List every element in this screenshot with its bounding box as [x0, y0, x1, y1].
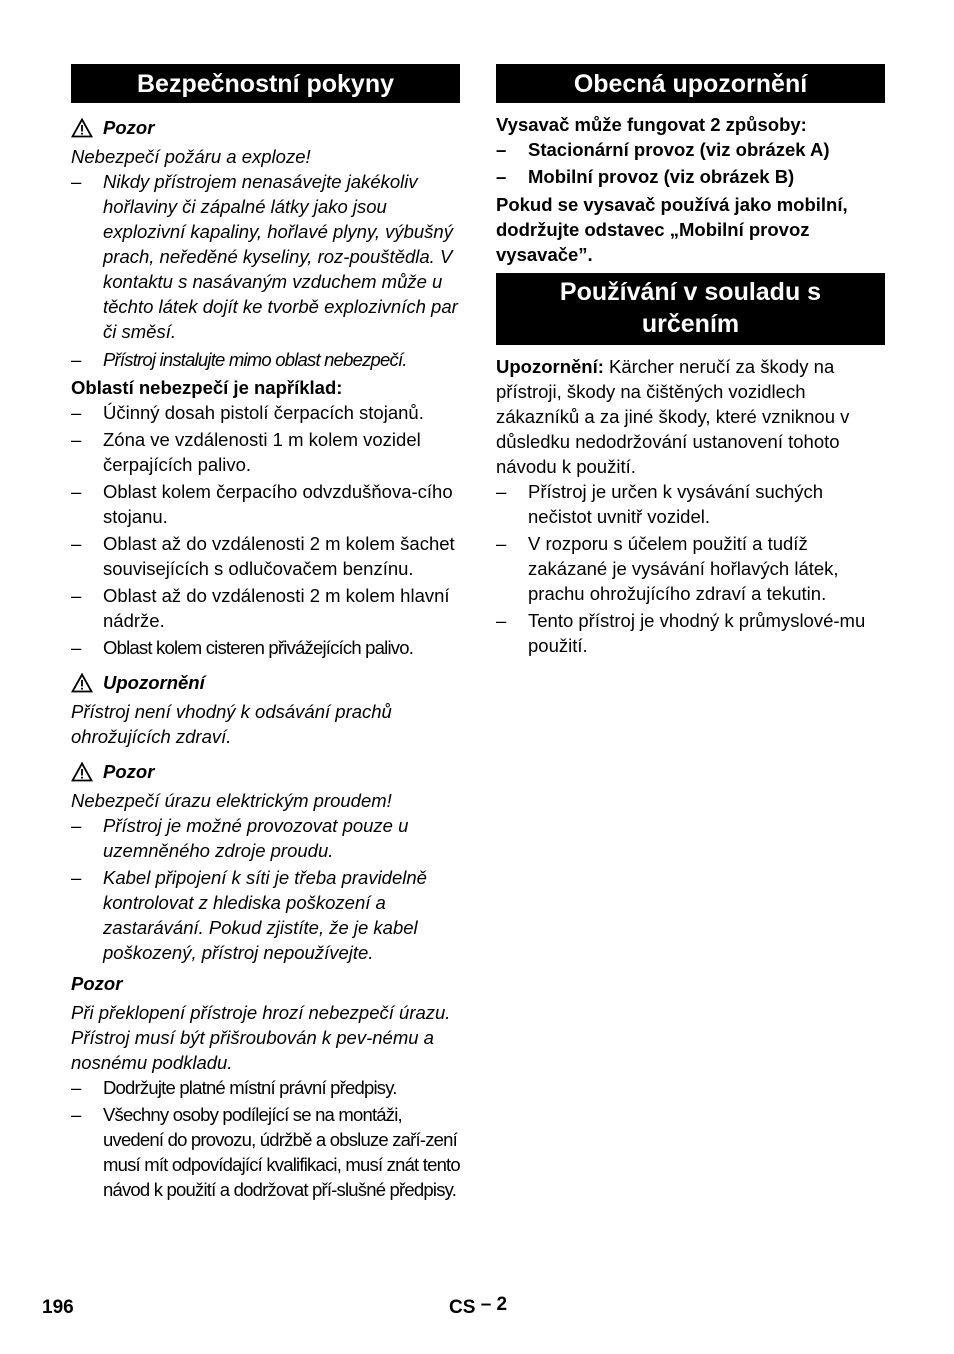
list-item: – Kabel připojení k síti je třeba pravidelně kontrolovat z hlediska poškození a zastarávání. Pokud zjistíte, že je kabel poškozený, přístroj nepoužívejte. — [71, 867, 427, 963]
list-item: – Oblast kolem čerpacího odvzdušňova-cího stojanu. — [71, 481, 453, 527]
mobile-note: Pokud se vysavač používá jako mobilní, dodržujte odstavec „Mobilní provoz vysavače”. — [496, 194, 848, 265]
list-item: – Zóna ve vzdálenosti 1 m kolem vozidel čerpajících palivo. — [71, 429, 421, 475]
heading-line: Používání v souladu s — [559, 278, 822, 306]
warning-heading-dust — [71, 670, 460, 695]
right-column — [496, 64, 885, 658]
warning-title: Pozor — [103, 117, 155, 138]
left-column — [71, 64, 460, 1202]
modes-title: Vysavač může fungovat 2 způsoby: — [496, 114, 807, 135]
warning-heading-electric — [71, 759, 460, 784]
heading-line: určením — [641, 310, 740, 338]
section-heading-general: Obecná upozornění — [496, 64, 885, 103]
list-item: – Oblast až do vzdálenosti 2 m kolem hlavní nádrže. — [71, 585, 450, 631]
page-number: 196 — [42, 1297, 74, 1318]
notice-text: Kärcher neručí za škody na přístroji, škody na čištěných vozidlech zákazníků a za jiné škody, které vzniknou v důsledku nedodržování ustanovení tohoto návodu k použití. — [496, 356, 850, 477]
notice-label: Upozornění: — [496, 356, 604, 377]
section-number: – 2 — [480, 1294, 508, 1315]
footer-section-label — [449, 1294, 508, 1319]
list-item: – Účinný dosah pistolí čerpacích stojanů. — [71, 402, 424, 423]
list-item: – Přístroj instalujte mimo oblast nebezpečí. — [71, 349, 407, 370]
list-item: – Mobilní provoz (viz obrázek B) — [496, 166, 795, 187]
list-item: – Nikdy přístrojem nenasávejte jakékoliv hořlaviny či zápalné látky jako jsou explozivní kapaliny, hořlavé plyny, výbušný prach, neředěné kyseliny, roz-pouštědla. V kontaktu s nasávaným vzduchem může u těchto látek dojít ke tvorbě explozivních par či směsí. — [71, 171, 458, 342]
warning-title: Upozornění — [103, 672, 205, 693]
warning-intro: Nebezpečí úrazu elektrickým proudem! — [71, 790, 392, 811]
warning-triangle-icon — [71, 762, 93, 782]
list-item: – Oblast kolem cisteren přivážejících palivo. — [71, 637, 414, 658]
list-item: – Oblast až do vzdálenosti 2 m kolem šachet souvisejících s odlučovačem benzínu. — [71, 533, 455, 579]
list-item: – Tento přístroj je vhodný k průmyslové-mu použití. — [496, 610, 866, 656]
warning-intro: Nebezpečí požáru a exploze! — [71, 146, 311, 167]
warning-text: Při překlopení přístroje hrozí nebezpečí úrazu. Přístroj musí být přišroubován k pev-nému a nosnému podkladu. — [71, 1002, 451, 1073]
section-heading-safety: Bezpečnostní pokyny — [71, 64, 460, 103]
warning-heading-fire — [71, 115, 460, 140]
warning-triangle-icon — [71, 118, 93, 138]
warning-triangle-icon — [71, 673, 93, 693]
list-item: – Přístroj je možné provozovat pouze u uzemněného zdroje proudu. — [71, 815, 409, 861]
list-item: – V rozporu s účelem použití a tudíž zakázané je vysávání hořlavých látek, prachu ohrožujícího zdraví a tekutin. — [496, 533, 839, 604]
list-item: – Všechny osoby podílející se na montáži, uvedení do provozu, údržbě a obsluze zaří-zení musí mít odpovídající kvalifikaci, musí znát tento návod k použití a dodržovat pří-slušné předpisy. — [71, 1104, 460, 1200]
list-item: – Stacionární provoz (viz obrázek A) — [496, 139, 830, 160]
section-heading-intended-use — [496, 273, 885, 345]
list-item: – Přístroj je určen k vysávání suchých nečistot uvnitř vozidel. — [496, 481, 824, 527]
notice-paragraph — [496, 354, 885, 479]
warning-text: Přístroj není vhodný k odsávání prachů ohrožujících zdraví. — [71, 701, 392, 747]
zones-title: Oblastí nebezpečí je například: — [71, 377, 343, 398]
warning-title: Pozor — [103, 761, 155, 782]
list-item: – Dodržujte platné místní právní předpisy. — [71, 1077, 397, 1098]
warning-title-tipping: Pozor — [71, 973, 123, 994]
language-code: CS — [449, 1297, 476, 1318]
